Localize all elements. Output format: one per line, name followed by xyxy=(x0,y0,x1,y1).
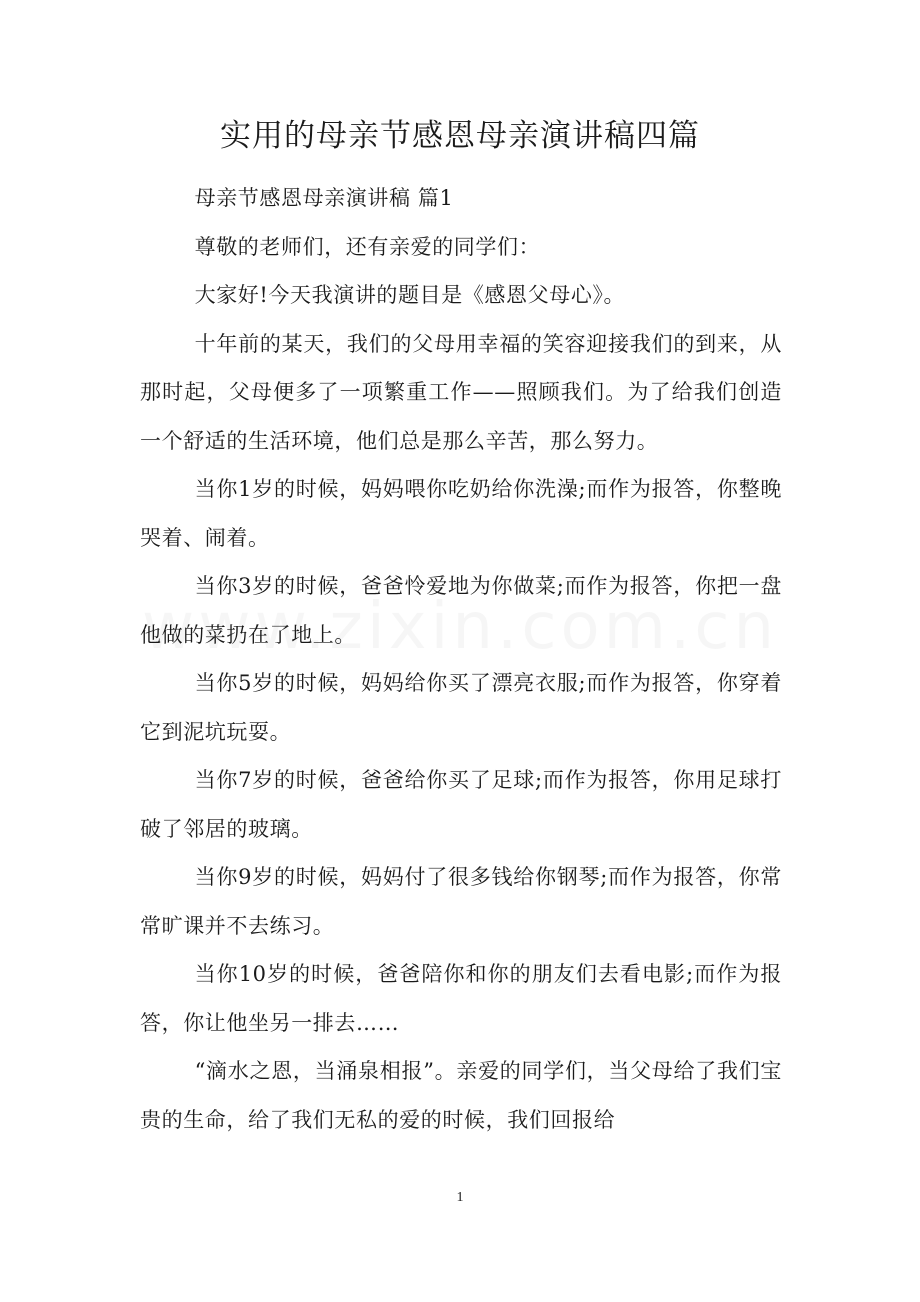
paragraph: 当你3岁的时候，爸爸怜爱地为你做菜;而作为报答，你把一盘他做的菜扔在了地上。 xyxy=(140,574,782,647)
paragraph: 当你9岁的时候，妈妈付了很多钱给你钢琴;而作为报答，你常常旷课并不去练习。 xyxy=(140,865,782,938)
paragraph: 当你1岁的时候，妈妈喂你吃奶给你洗澡;而作为报答，你整晚哭着、闹着。 xyxy=(140,477,782,550)
paragraph: 当你7岁的时候，爸爸给你买了足球;而作为报答，你用足球打破了邻居的玻璃。 xyxy=(140,768,782,841)
paragraph-heading: 母亲节感恩母亲演讲稿 篇1 xyxy=(194,186,454,210)
document-body xyxy=(140,174,782,1144)
paragraph: 十年前的某天，我们的父母用幸福的笑容迎接我们的到来，从那时起，父母便多了一项繁重工作——照顾我们。为了给我们创造一个舒适的生活环境，他们总是那么辛苦，那么努力。 xyxy=(140,331,782,453)
document-title: 实用的母亲节感恩母亲演讲稿四篇 xyxy=(220,118,700,154)
paragraph: 当你5岁的时候，妈妈给你买了漂亮衣服;而作为报答，你穿着它到泥坑玩耍。 xyxy=(140,671,782,744)
paragraph-greeting: 大家好!今天我演讲的题目是《感恩父母心》。 xyxy=(194,283,626,307)
paragraph: “滴水之恩，当涌泉相报”。亲爱的同学们，当父母给了我们宝贵的生命，给了我们无私的爱的时候，我们回报给 xyxy=(140,1059,782,1132)
paragraph-salutation: 尊敬的老师们，还有亲爱的同学们： xyxy=(194,234,541,259)
paragraph: 当你10岁的时候，爸爸陪你和你的朋友们去看电影;而作为报答，你让他坐另一排去…… xyxy=(140,962,782,1035)
page-number: 1 xyxy=(456,1190,464,1205)
